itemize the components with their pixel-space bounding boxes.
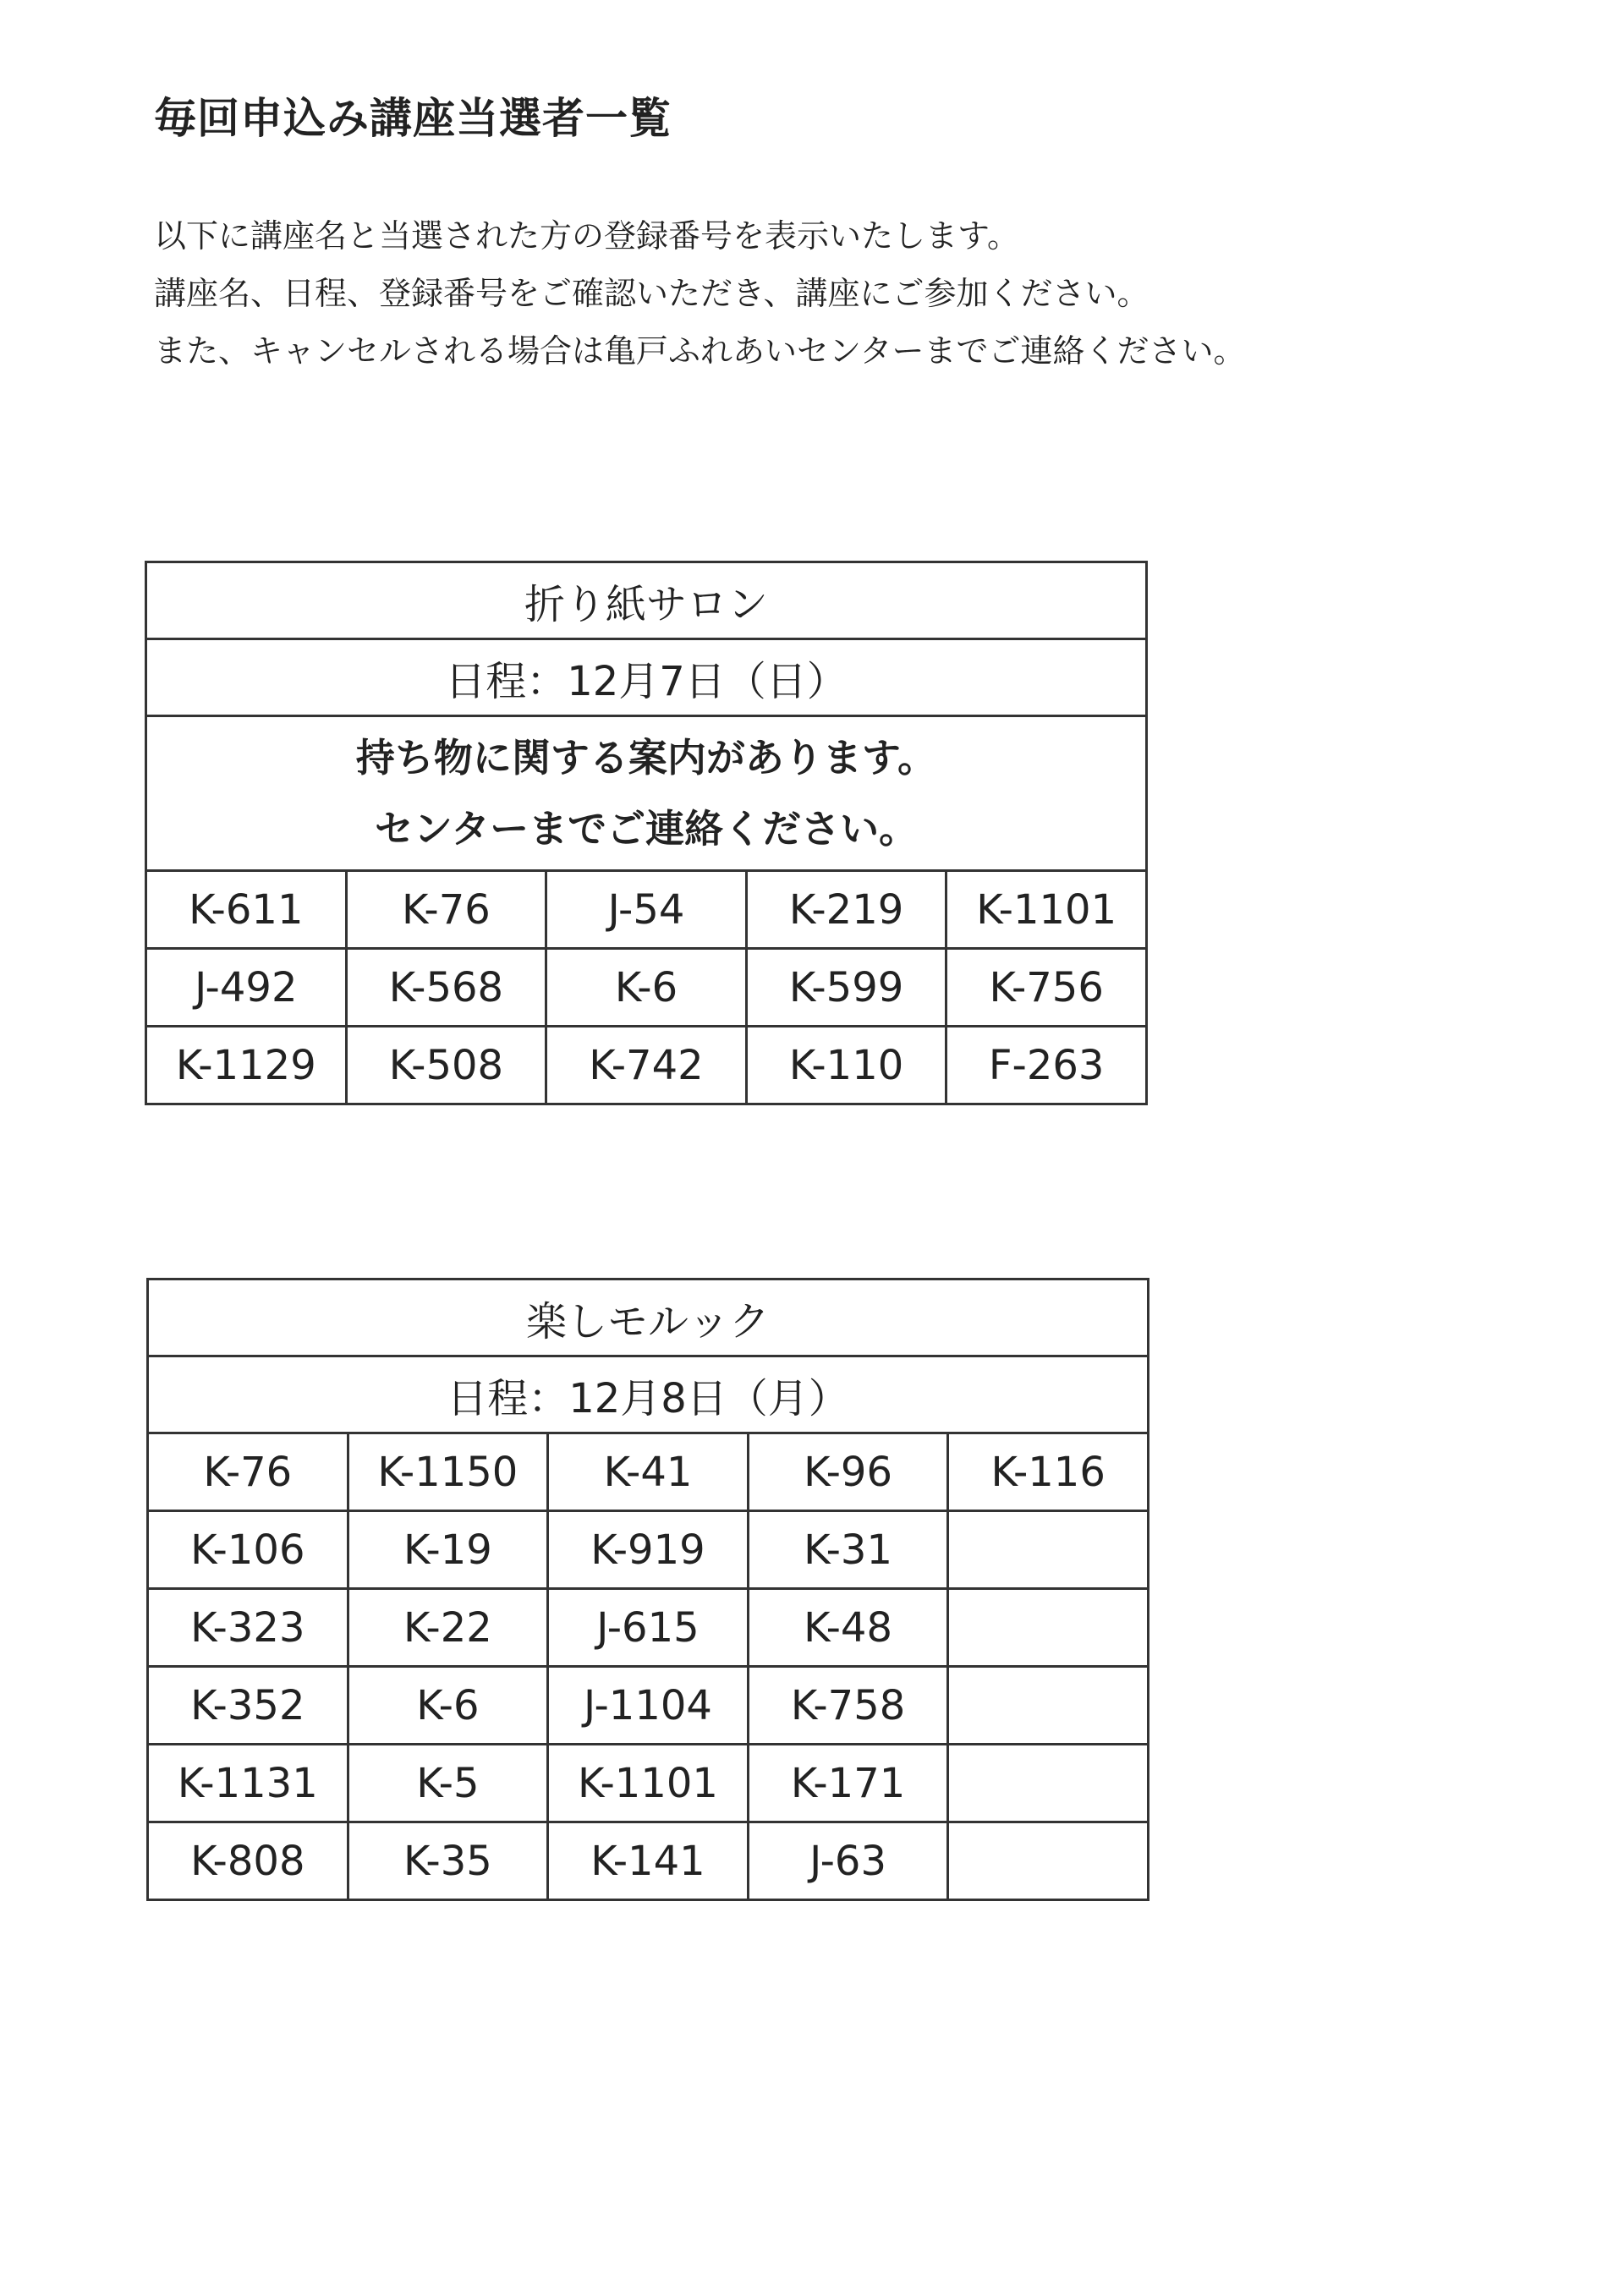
registration-number (948, 1511, 1149, 1589)
intro-line: 以下に講座名と当選された方の登録番号を表示いたします。 (154, 217, 1019, 255)
registration-number: K-76 (346, 871, 546, 949)
course-note-row (146, 716, 1147, 871)
registration-number: K-599 (746, 949, 946, 1027)
course-name-row (146, 562, 1147, 639)
registration-number (948, 1667, 1149, 1745)
course-note (146, 716, 1147, 871)
table-row (146, 871, 1147, 949)
course-table-molkky (146, 1278, 1149, 1901)
registration-number: K-171 (748, 1745, 948, 1822)
course-schedule: 日程：12月7日（日） (146, 639, 1147, 716)
intro-line: また、キャンセルされる場合は亀戸ふれあいセンターまでご連絡ください。 (154, 332, 1246, 370)
registration-number (948, 1589, 1149, 1667)
table-row (148, 1745, 1149, 1822)
registration-number: J-492 (146, 949, 347, 1027)
registration-number: K-508 (346, 1027, 546, 1104)
registration-number: K-1131 (148, 1745, 348, 1822)
course-schedule-row (148, 1356, 1149, 1433)
registration-number: K-76 (148, 1433, 348, 1511)
registration-number: K-568 (346, 949, 546, 1027)
registration-number: K-19 (348, 1511, 548, 1589)
course-schedule: 日程：12月8日（月） (148, 1356, 1149, 1433)
page-title: 毎回申込み講座当選者一覧 (154, 94, 672, 143)
course-name: 楽しモルック (148, 1280, 1149, 1356)
table-row (148, 1667, 1149, 1745)
registration-number (948, 1745, 1149, 1822)
registration-number: J-63 (748, 1822, 948, 1900)
intro-line: 講座名、日程、登録番号をご確認いただき、講座にご参加ください。 (154, 275, 1149, 312)
registration-number: K-742 (546, 1027, 747, 1104)
registration-number: K-1150 (348, 1433, 548, 1511)
registration-number: K-919 (548, 1511, 749, 1589)
course-name: 折り紙サロン (146, 562, 1147, 639)
registration-number: K-6 (348, 1667, 548, 1745)
course-table-origami (145, 561, 1148, 1105)
registration-number: K-808 (148, 1822, 348, 1900)
registration-number: K-1101 (946, 871, 1147, 949)
registration-number: K-1129 (146, 1027, 347, 1104)
registration-number: K-5 (348, 1745, 548, 1822)
registration-number: K-96 (748, 1433, 948, 1511)
registration-number: K-141 (548, 1822, 749, 1900)
registration-number: K-22 (348, 1589, 548, 1667)
course-note-line: センターまでご連絡ください。 (374, 806, 919, 852)
registration-number: K-352 (148, 1667, 348, 1745)
registration-number: K-106 (148, 1511, 348, 1589)
registration-number: K-756 (946, 949, 1147, 1027)
registration-number: F-263 (946, 1027, 1147, 1104)
registration-number: K-41 (548, 1433, 749, 1511)
registration-number: K-611 (146, 871, 347, 949)
course-name-row (148, 1280, 1149, 1356)
course-schedule-row (146, 639, 1147, 716)
registration-number: J-615 (548, 1589, 749, 1667)
table-row (148, 1822, 1149, 1900)
registration-number: K-31 (748, 1511, 948, 1589)
registration-number: K-758 (748, 1667, 948, 1745)
registration-number: K-6 (546, 949, 747, 1027)
registration-number: K-1101 (548, 1745, 749, 1822)
registration-number: J-1104 (548, 1667, 749, 1745)
table-row (146, 949, 1147, 1027)
intro-text (154, 207, 1245, 380)
registration-number: K-35 (348, 1822, 548, 1900)
registration-number: K-110 (746, 1027, 946, 1104)
table-row (148, 1589, 1149, 1667)
course-note-line: 持ち物に関する案内があります。 (355, 735, 937, 781)
registration-number: J-54 (546, 871, 747, 949)
registration-number: K-48 (748, 1589, 948, 1667)
table-row (146, 1027, 1147, 1104)
registration-number (948, 1822, 1149, 1900)
registration-number: K-219 (746, 871, 946, 949)
table-row (148, 1511, 1149, 1589)
registration-number: K-323 (148, 1589, 348, 1667)
registration-number: K-116 (948, 1433, 1149, 1511)
table-row (148, 1433, 1149, 1511)
